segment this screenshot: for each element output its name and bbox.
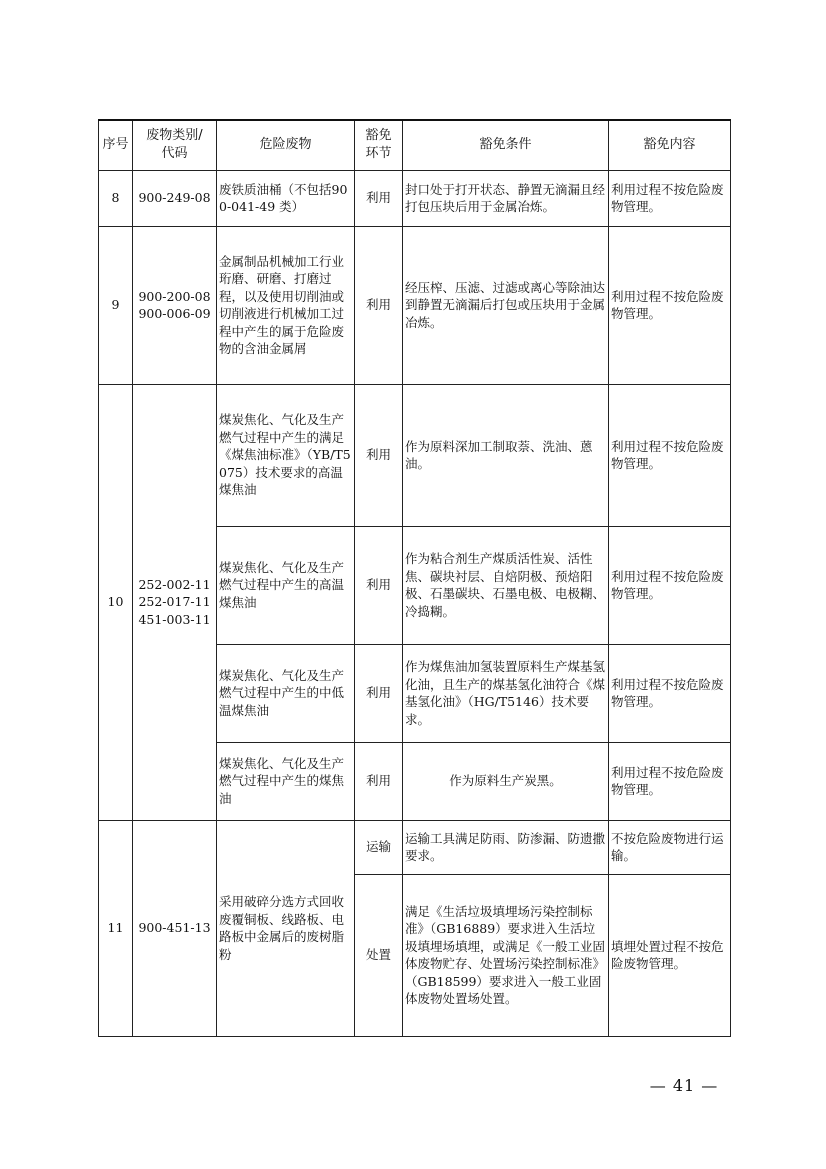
header-stage: 豁免 环节 [355,120,403,170]
header-condition: 豁免条件 [403,120,609,170]
table-row [99,384,731,526]
row-code: 252-002-11 252-017-11 451-003-11 [133,384,217,820]
row-content: 利用过程不按危险废物管理。 [609,644,731,742]
row-code: 900-451-13 [133,820,217,1036]
table-row [99,170,731,226]
exemption-table [98,119,731,1037]
row-seq: 10 [99,384,133,820]
row-content: 利用过程不按危险废物管理。 [609,742,731,820]
row-seq: 8 [99,170,133,226]
row-content: 利用过程不按危险废物管理。 [609,526,731,644]
row-content: 利用过程不按危险废物管理。 [609,384,731,526]
row-waste: 煤炭焦化、气化及生产燃气过程中产生的高温煤焦油 [217,526,355,644]
row-stage: 利用 [355,644,403,742]
row-stage: 利用 [355,526,403,644]
row-content: 不按危险废物进行运输。 [609,820,731,874]
row-code: 900-200-08 900-006-09 [133,226,217,384]
row-waste: 煤炭焦化、气化及生产燃气过程中产生的煤焦油 [217,742,355,820]
header-row [99,120,731,170]
row-code: 900-249-08 [133,170,217,226]
row-stage: 处置 [355,874,403,1036]
row-condition: 经压榨、压滤、过滤或离心等除油达到静置无滴漏后打包或压块用于金属冶炼。 [403,226,609,384]
row-condition: 作为煤焦油加氢装置原料生产煤基氢化油，且生产的煤基氢化油符合《煤基氢化油》（HG/T5146）技术要求。 [403,644,609,742]
row-stage: 利用 [355,742,403,820]
row-content: 利用过程不按危险废物管理。 [609,226,731,384]
header-content: 豁免内容 [609,120,731,170]
row-condition: 作为粘合剂生产煤质活性炭、活性焦、碳块衬层、自焙阴极、预焙阳极、石墨碳块、石墨电极、电极糊、冷捣糊。 [403,526,609,644]
header-waste: 危险废物 [217,120,355,170]
header-seq: 序号 [99,120,133,170]
row-condition: 封口处于打开状态、静置无滴漏且经打包压块后用于金属冶炼。 [403,170,609,226]
row-seq: 11 [99,820,133,1036]
row-stage: 利用 [355,170,403,226]
row-stage: 利用 [355,384,403,526]
table-row [99,226,731,384]
page-number: — 41 — [649,1076,719,1095]
table-row [99,820,731,874]
row-waste: 金属制品机械加工行业珩磨、研磨、打磨过程，以及使用切削油或切削液进行机械加工过程中产生的属于危险废物的含油金属屑 [217,226,355,384]
row-condition: 运输工具满足防雨、防渗漏、防遗撒要求。 [403,820,609,874]
row-stage: 运输 [355,820,403,874]
row-stage: 利用 [355,226,403,384]
row-waste: 煤炭焦化、气化及生产燃气过程中产生的中低温煤焦油 [217,644,355,742]
row-waste: 煤炭焦化、气化及生产燃气过程中产生的满足《煤焦油标准》（YB/T5075）技术要求的高温煤焦油 [217,384,355,526]
row-waste: 废铁质油桶（不包括900-041-49 类） [217,170,355,226]
row-waste: 采用破碎分选方式回收废覆铜板、线路板、电路板中金属后的废树脂粉 [217,820,355,1036]
row-seq: 9 [99,226,133,384]
row-content: 利用过程不按危险废物管理。 [609,170,731,226]
row-condition: 作为原料深加工制取萘、洗油、蒽油。 [403,384,609,526]
row-condition: 作为原料生产炭黑。 [403,742,609,820]
row-content: 填埋处置过程不按危险废物管理。 [609,874,731,1036]
header-code: 废物类别/ 代码 [133,120,217,170]
row-condition: 满足《生活垃圾填埋场污染控制标准》（GB16889）要求进入生活垃圾填埋场填埋，或满足《一般工业固体废物贮存、处置场污染控制标准》（GB18599）要求进入一般工业固体废物处置场处置。 [403,874,609,1036]
